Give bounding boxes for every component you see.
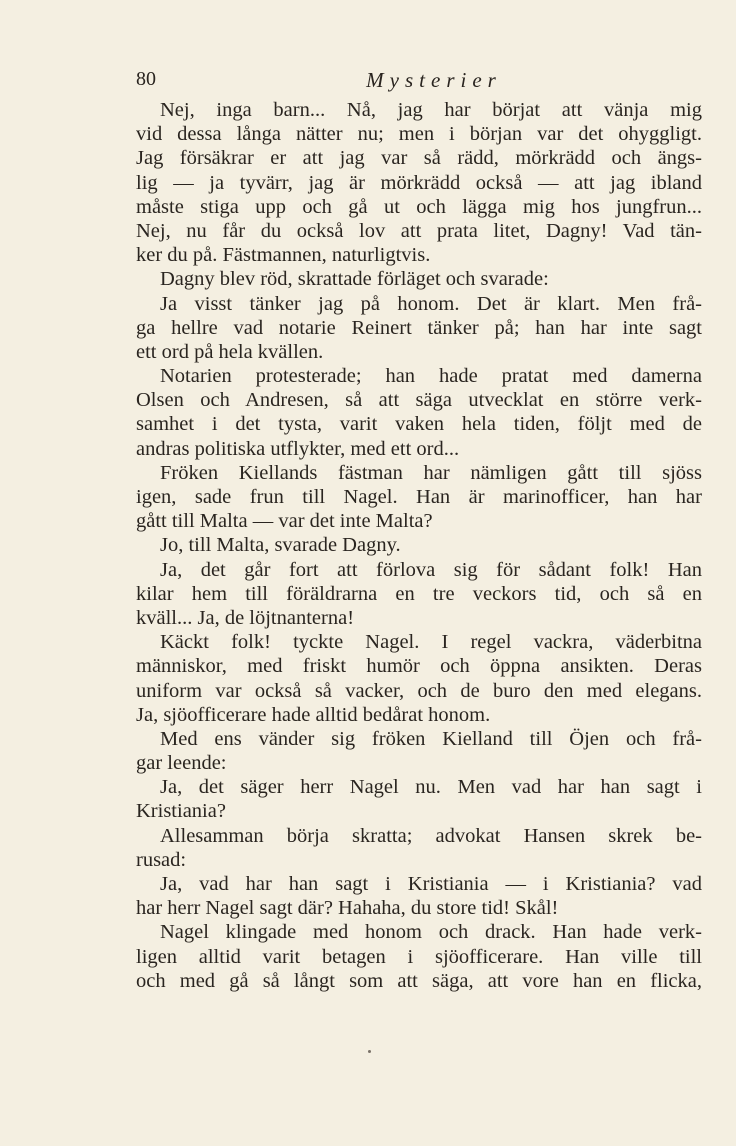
- text-line: gar leende:: [136, 752, 227, 775]
- text-line: Notarien protesterade; han hade pratat med damerna: [160, 365, 702, 388]
- text-line: uniform var också så vacker, och de buro den med elegans.: [136, 679, 702, 702]
- text-line: Jag försäkrar er att jag var så rädd, mörkrädd och ängs-: [136, 147, 702, 170]
- text-line: och med gå så långt som att säga, att vore han en flicka,: [136, 969, 702, 992]
- text-line: kilar hem till föräldrarna en tre veckors tid, och så en: [136, 582, 702, 605]
- text-line: ga hellre vad notarie Reinert tänker på; han har inte sagt: [136, 316, 702, 339]
- text-line: Kristiania?: [136, 800, 226, 823]
- text-line: ligen alltid varit betagen i sjöofficerare. Han ville till: [136, 945, 702, 968]
- text-line: Olsen och Andresen, så att säga utvecklat en större verk-: [136, 389, 702, 412]
- text-line: Fröken Kiellands fästman har nämligen gått till sjöss: [160, 461, 702, 484]
- text-line: Ja, det går fort att förlova sig för sådant folk! Han: [160, 558, 702, 581]
- page-header: [136, 68, 702, 94]
- text-line: Nej, inga barn... Nå, jag har börjat att vänja mig: [160, 99, 702, 121]
- text-line: Nagel klingade med honom och drack. Han hade verk-: [160, 921, 702, 944]
- text-line: Ja visst tänker jag på honom. Det är klart. Men frå-: [160, 292, 702, 315]
- page-number: 80: [136, 68, 156, 90]
- text-line: människor, med friskt humör och öppna ansikten. Deras: [136, 655, 702, 678]
- text-line: måste stiga upp och gå ut och lägga mig hos jungfrun...: [136, 195, 702, 218]
- text-line: rusad:: [136, 848, 187, 871]
- text-line: Ja, det säger herr Nagel nu. Men vad har han sagt i: [160, 776, 702, 799]
- text-line: Nej, nu får du också lov att prata litet, Dagny! Vad tän-: [136, 219, 702, 242]
- running-title: Mysterier: [366, 68, 502, 92]
- text-line: lig — ja tyvärr, jag är mörkrädd också — att jag ibland: [136, 171, 702, 194]
- text-line: ett ord på hela kvällen.: [136, 340, 324, 363]
- text-line: Allesamman börja skratta; advokat Hansen skrek be-: [160, 824, 702, 847]
- text-line: har herr Nagel sagt där? Hahaha, du store tid! Skål!: [136, 897, 559, 920]
- text-line: gått till Malta — var det inte Malta?: [136, 510, 433, 533]
- text-line: vid dessa långa nätter nu; men i början var det ohyggligt.: [136, 123, 702, 146]
- text-line: Med ens vänder sig fröken Kielland till Öjen och frå-: [160, 727, 702, 750]
- text-line: andras politiska utflykter, med ett ord...: [136, 437, 460, 460]
- paper-speck: [368, 1050, 371, 1053]
- text-line: ker du på. Fästmannen, naturligtvis.: [136, 244, 431, 267]
- text-line: Käckt folk! tyckte Nagel. I regel vackra, väderbitna: [160, 631, 702, 654]
- text-line: igen, sade frun till Nagel. Han är marinofficer, han har: [136, 486, 702, 508]
- text-line: kväll... Ja, de löjtnanterna!: [136, 606, 355, 629]
- text-line: Dagny blev röd, skrattade förläget och svarade:: [160, 268, 549, 291]
- text-line: samhet i det tysta, varit vaken hela tiden, följt med de: [136, 413, 702, 436]
- text-line: Jo, till Malta, svarade Dagny.: [160, 534, 401, 557]
- body-text: [136, 98, 702, 993]
- text-line: Ja, sjöofficerare hade alltid bedårat honom.: [136, 703, 491, 726]
- text-line: Ja, vad har han sagt i Kristiania — i Kristiania? vad: [160, 873, 702, 895]
